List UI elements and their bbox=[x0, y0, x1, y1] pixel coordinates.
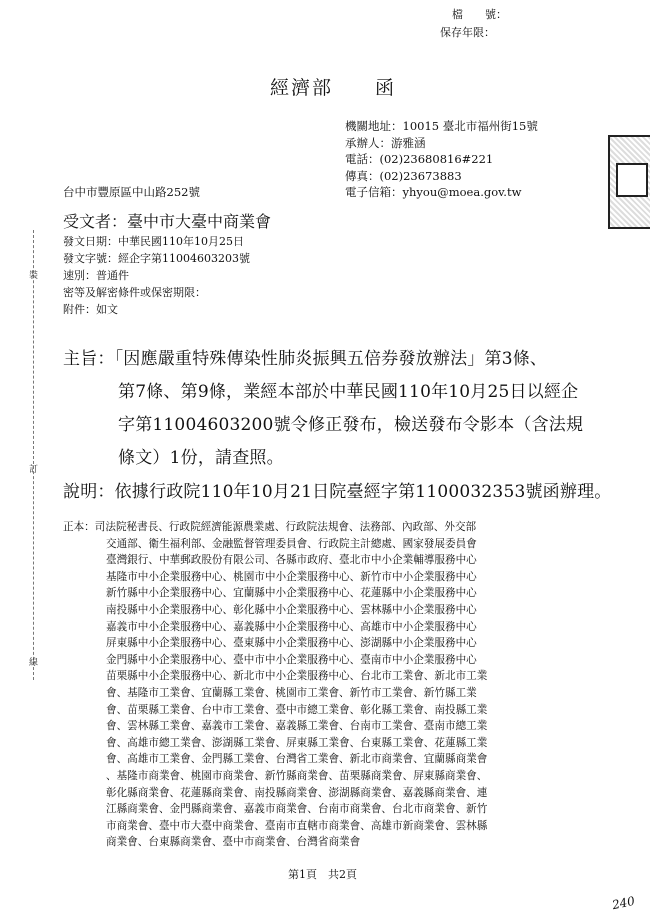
fax-number: 傳真：(02)23673883 bbox=[345, 168, 462, 183]
cc-line: 會、雲林縣工業會、嘉義市工業會、嘉義縣工業會、台南市工業會、臺南市總工業 bbox=[106, 720, 488, 733]
retention-period-label: 保存年限： bbox=[440, 26, 495, 39]
cc-line: 南投縣中小企業服務中心、彰化縣中小企業服務中心、雲林縣中小企業服務中心 bbox=[106, 604, 477, 616]
cc-line: 交通部、衛生福利部、金融監督管理委員會、行政院主計總處、國家發展委員會 bbox=[106, 537, 477, 550]
agency-address: 機關地址：10015 臺北市福州街15號 bbox=[345, 119, 538, 133]
explanation: 說明：依據行政院110年10月21日院臺經字第1100032353號函辦理。 bbox=[63, 482, 612, 502]
file-number-label: 檔 號： bbox=[452, 8, 507, 21]
cc-line: 新竹縣中小企業服務中心、宜蘭縣中小企業服務中心、花蓮縣中小企業服務中心 bbox=[106, 587, 477, 600]
document-title: 經濟部 函 bbox=[270, 77, 397, 99]
handwritten-mark: 240 bbox=[610, 893, 637, 913]
cc-line: 市商業會、臺中市大臺中商業會、臺南市直轄市商業會、高雄市新商業會、雲林縣 bbox=[106, 819, 488, 832]
cc-line: 江縣商業會、金門縣商業會、嘉義市商業會、台南市商業會、台北市商業會、新竹 bbox=[106, 803, 488, 816]
issue-number: 發文字號：經企字第11004603203號 bbox=[63, 252, 250, 265]
cc-line: 會、高雄市工業會、金門縣工業會、台灣省工業會、新北市商業會、宜蘭縣商業會 bbox=[106, 753, 488, 766]
subject-line-4: 條文）1份，請查照。 bbox=[118, 448, 284, 468]
cc-line: 會、基隆市工業會、宜蘭縣工業會、桃園市工業會、新竹市工業會、新竹縣工業 bbox=[106, 687, 477, 699]
email-address: 電子信箱：yhyou@moea.gov.tw bbox=[345, 185, 522, 199]
contact-person: 承辦人：游雅涵 bbox=[345, 135, 426, 150]
cc-line: 基隆市中小企業服務中心、桃園市中小企業服務中心、新竹市中小企業服務中心 bbox=[106, 570, 477, 583]
binding-mark: 訂 bbox=[29, 465, 39, 475]
cc-line: 、基隆市商業會、桃園市商業會、新竹縣商業會、苗栗縣商業會、屏東縣商業會、 bbox=[106, 770, 488, 782]
recipient: 受文者：臺中市大臺中商業會 bbox=[63, 212, 272, 231]
page-number: 第1頁 共2頁 bbox=[288, 868, 357, 881]
attachment: 附件：如文 bbox=[63, 303, 118, 316]
cc-line: 會、苗栗縣工業會、台中市工業會、臺中市總工業會、彰化縣工業會、南投縣工業 bbox=[106, 703, 488, 716]
cc-line: 嘉義市中小企業服務中心、嘉義縣中小企業服務中心、高雄市中小企業服務中心 bbox=[106, 620, 477, 633]
cc-line: 會、高雄市總工業會、澎湖縣工業會、屏東縣工業會、台東縣工業會、花蓮縣工業 bbox=[106, 736, 488, 749]
seal-stamp-icon bbox=[608, 135, 650, 229]
cc-line: 彰化縣商業會、花蓮縣商業會、南投縣商業會、澎湖縣商業會、嘉義縣商業會、連 bbox=[106, 786, 488, 799]
recipient-address: 台中市豐原區中山路252號 bbox=[63, 185, 200, 199]
cc-line: 臺灣銀行、中華郵政股份有限公司、各縣市政府、臺北市中小企業輔導服務中心 bbox=[106, 554, 477, 567]
security-level: 密等及解密條件或保密期限： bbox=[63, 286, 206, 299]
issue-date: 發文日期：中華民國110年10月25日 bbox=[63, 235, 244, 248]
binding-mark: 線 bbox=[29, 658, 39, 668]
cc-line: 正本：司法院秘書長、行政院經濟能源農業處、行政院法規會、法務部、內政部、外交部 bbox=[63, 521, 477, 533]
subject-line-3: 字第11004603200號令修正發布，檢送發布令影本（含法規 bbox=[118, 415, 584, 435]
binding-mark: 裝 bbox=[29, 271, 39, 281]
cc-line: 商業會、台東縣商業會、臺中市商業會、台灣省商業會 bbox=[106, 836, 361, 849]
subject-line-1: 主旨：「因應嚴重特殊傳染性肺炎振興五倍券發放辦法」第3條、 bbox=[63, 349, 548, 369]
subject-line-2: 第7條、第9條，業經本部於中華民國110年10月25日以經企 bbox=[118, 382, 579, 402]
phone-number: 電話：(02)23680816#221 bbox=[345, 152, 494, 166]
binding-line bbox=[33, 230, 34, 680]
cc-line: 苗栗縣中小企業服務中心、新北市中小企業服務中心、台北市工業會、新北市工業 bbox=[106, 670, 488, 683]
speed-class: 速別：普通件 bbox=[63, 269, 129, 282]
cc-line: 屏東縣中小企業服務中心、臺東縣中小企業服務中心、澎湖縣中小企業服務中心 bbox=[106, 637, 477, 650]
cc-line: 金門縣中小企業服務中心、臺中市中小企業服務中心、臺南市中小企業服務中心 bbox=[106, 653, 477, 666]
